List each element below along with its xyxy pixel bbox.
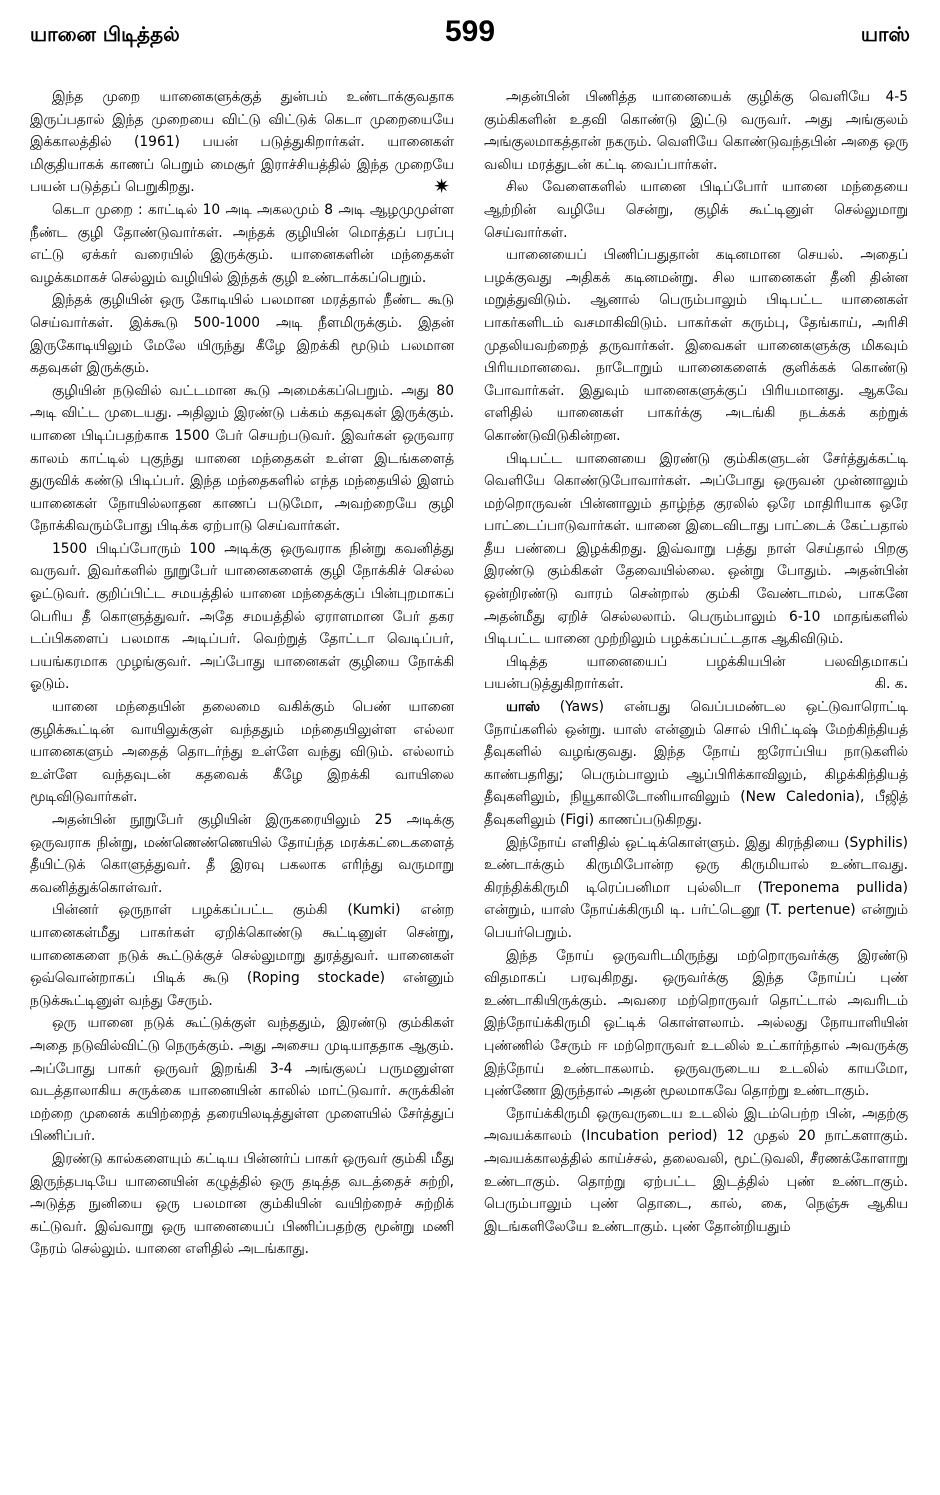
right-column xyxy=(484,86,908,1486)
left-column xyxy=(30,86,454,1486)
paragraph-keda: கெடா முறை : காட்டில் 10 அடி அகலமும் 8 அடி ஆழமுமுள்ள நீண்ட குழி தோண்டுவார்கள். அந்தக் குழியின் மொத்தப் பரப்பு எட்டு ஏக்கர் வரையில் இருக்கும். யானைகளின் மந்தைகள் வழக்கமாகச் செல்லும் வழியில் இந்தக் குழி உண்டாக்கப்பெறும். xyxy=(30,201,454,286)
page-header xyxy=(0,0,940,60)
paragraph: இந்தக் குழியின் ஒரு கோடியில் பலமான மரத்தால் நீண்ட கூடு செய்வார்கள். இக்கூடு 500-1000 அடி நீளமிருக்கும். இதன் இருகோடியிலும் மேலே யிருந்து கீழே இறக்கி மூடும் பலமான கதவுகள் இருக்கும். xyxy=(30,292,454,377)
paragraph: இந்நோய் எளிதில் ஒட்டிக்கொள்ளும். இது கிரந்தியை (Syphilis) உண்டாக்கும் கிருமிபோன்ற ஒரு கிருமியால் உண்டாவது. கிரந்திக்கிருமி டிரெப்பனிமா புல்லிடா (Treponema pullida) என்றும், யாஸ் நோய்க்கிருமி டி. பர்ட்டெனூ (T. pertenue) என்றும் பெயர்பெறும். xyxy=(484,834,908,941)
paragraph: குழியின் நடுவில் வட்டமான கூடு அமைக்கப்பெறும். அது 80 அடி விட்ட முடையது. அதிலும் இரண்டு பக்கம் கதவுகள் இருக்கும். யானை பிடிப்பதற்காக 1500 பேர் செயற்படுவர். இவர்கள் ஒருவார காலம் காட்டில் புகுந்து யானை மந்தைகள் உள்ள இடங்களைத் துருவிக் கண்டு பிடிப்பர். இந்த மந்தைகளில் எந்த மந்தையில் இளம் யானைகள் நோயில்லாதன காணப் படுமோ, அவற்றையே குழி நோக்கிவரும்போது பிடிக்க ஏற்பாடு செய்வார்கள். xyxy=(30,382,454,535)
paragraph: ஒரு யானை நடுக் கூட்டுக்குள் வந்ததும், இரண்டு கும்கிகள் அதை நடுவில்விட்டு நெருக்கும். அது அசைய முடியாததாக ஆகும். அப்போது பாகர் ஒருவர் இறங்கி 3-4 அங்குலப் பருமனுள்ள வடத்தாலாகிய சுருக்கை யானையின் காலில் மாட்டுவார். சுருக்கின் மற்றை முனைக் கயிற்றைத் தரையிலடித்துள்ள முளையில் சேர்த்துப் பிணிப்பர். xyxy=(30,1015,454,1145)
paragraph: யானையைப் பிணிப்பதுதான் கடினமான செயல். அதைப் பழக்குவது அதிகக் கடினமன்று. சில யானைகள் தீனி தின்ன மறுத்துவிடும். ஆனால் பெரும்பாலும் பிடிபட்ட யானைகள் பாகர்களிடம் வசமாகிவிடும். பாகர்கள் கரும்பு, தேங்காய், அரிசி முதலியவற்றைத் தருவார்கள். இவைகள் யானைகளுக்கு மிகவும் பிரியமானவை. நாடோறும் யானைகளைக் குளிக்கக் கொண்டு போவார்கள். இதுவும் யானைகளுக்குப் பிரியமானது. ஆகவே எளிதில் யானைகள் பாகர்க்கு அடங்கி நடக்கக் கற்றுக் கொண்டுவிடுகின்றன. xyxy=(484,247,908,444)
paragraph: நோய்க்கிருமி ஒருவருடைய உடலில் இடம்பெற்ற பின், அதற்கு அவயக்காலம் (Incubation period) 12 முதல் 20 நாட்களாகும். அவயக்காலத்தில் காய்ச்சல், தலைவலி, மூட்டுவலி, சீரணக்கோளாறு உண்டாகும். தொற்று ஏற்பட்ட இடத்தில் புண் உண்டாகும். பெரும்பாலும் புண் தொடை, கால், கை, நெஞ்சு ஆகிய இடங்களிலேயே உண்டாகும். புண் தோன்றியதும் xyxy=(484,1105,908,1235)
paragraph: பிடிபட்ட யானையை இரண்டு கும்கிகளுடன் சேர்த்துக்கட்டி வெளியே கொண்டுபோவார்கள். அப்போது ஒருவன் முன்னாலும் மற்றொருவன் பின்னாலும் தாழ்ந்த குரலில் ஒரே மாதிரியாக ஒரே பாட்டைப்பாடுவார்கள். யானை இடைவிடாது பாட்டைக் கேட்பதால் தீய பண்பை இழக்கிறது. இவ்வாறு பத்து நாள் செய்தால் பிறகு இரண்டு கும்கிகள் தேவையில்லை. ஒன்று போதும். அதன்பின் ஒன்றிரண்டு வாரம் சென்றால் கும்கி வேண்டாமல், பாகனே அதன்மீது ஏறிச் செல்லலாம். பெரும்பாலும் 6-10 மாதங்களில் பிடிபட்ட யானை முற்றிலும் பழக்கப்பட்டதாக ஆகிவிடும். xyxy=(484,450,908,648)
paragraph: யானை மந்தையின் தலைமை வகிக்கும் பெண் யானை குழிக்கூட்டின் வாயிலுக்குள் வந்ததும் மந்தையிலுள்ள எல்லா யானைகளும் அதைத் தொடர்ந்து உள்ளே வந்து விடும். எல்லாம் உள்ளே வந்தவுடன் கதவைக் கீழே இறக்கி வாயிலை மூடிவிடுவார்கள். xyxy=(30,699,454,806)
paragraph-yaws-entry: யாஸ் (Yaws) என்பது வெப்பமண்டல ஒட்டுவாரொட்டி நோய்களில் ஒன்று. யாஸ் என்னும் சொல் பிரிட்டிஷ் மேற்கிந்தியத் தீவுகளில் வழங்குவது. இந்த நோய் ஐரோப்பிய நாடுகளில் காண்பதரிது; பெரும்பாலும் ஆப்பிரிக்காவிலும், கிழக்கிந்தியத் தீவுகளிலும், நியூகாலிடோனியாவிலும் (New Caledonia), பீஜித் தீவுகளிலும் (Figi) காணப்படுகிறது. xyxy=(484,699,908,828)
running-head-left: யானை பிடித்தல் xyxy=(30,22,180,46)
paragraph-closing: பிடித்த யானையைப் பழக்கியபின் பலவிதமாகப் பயன்படுத்துகிறார்கள். கி. க. xyxy=(484,651,908,696)
paragraph: இந்த நோய் ஒருவரிடமிருந்து மற்றொருவர்க்கு இரண்டு விதமாகப் பரவுகிறது. ஒருவர்க்கு இந்த நோய்ப் புண் உண்டாகியிருக்கும். அவரை மற்றொருவர் தொட்டால் அவரிடம் இந்நோய்க்கிருமி ஒட்டிக் கொள்ளலாம். அல்லது நோயாளியின் புண்ணில் சேரும் ஈ மற்றொருவர் உடலில் உட்கார்ந்தால் அவருக்கு இந்நோய் உண்டாகலாம். ஒருவருடைய உடலில் காயமோ, புண்ணோ இருந்தால் அதன் மூலமாகவே தொற்று உண்டாகும். xyxy=(484,947,908,1100)
paragraph-intro: இந்த முறை யானைகளுக்குத் துன்பம் உண்டாக்குவதாக இருப்பதால் இந்த முறையை விட்டு விட்டுக் கெடா முறையையே இக்காலத்தில் (1961) பயன் படுத்துகிறார்கள். யானைகள் மிகுதியாகக் காணப் பெறும் மைசூர் இராச்சியத்தில் இந்த முறையே பயன் படுத்தப் பெறுகிறது. ✷ xyxy=(30,89,454,199)
author-signature: கி. க. xyxy=(874,676,908,693)
section-end-icon: ✷ xyxy=(433,174,450,199)
paragraph: அதன்பின் நூறுபேர் குழியின் இருகரையிலும் 25 அடிக்கு ஒருவராக நின்று, மண்ணெண்ணெயில் தோய்ந்த மரக்கட்டைகளைத் தீயிட்டுக் கொளுத்துவர். தீ இரவு பகலாக எரிந்து வருமாறு கவனித்துக்கொள்வர். xyxy=(30,812,454,896)
paragraph: பின்னர் ஒருநாள் பழக்கப்பட்ட கும்கி (Kumki) என்ற யானைகள்மீது பாகர்கள் ஏறிக்கொண்டு கூட்டினுள் சென்று, யானைகளை நடுக் கூட்டுக்குச் செல்லுமாறு துரத்துவர். யானைகள் ஒவ்வொன்றாகப் பிடிக் கூடு (Roping stockade) என்னும் நடுக்கூட்டினுள் வந்து சேரும். xyxy=(30,902,454,1009)
page-number: 599 xyxy=(444,15,496,48)
entry-head-word: யாஸ் xyxy=(506,699,540,716)
paragraph: 1500 பிடிப்போரும் 100 அடிக்கு ஒருவராக நின்று கவனித்து வருவர். இவர்களில் நூறுபேர் யானைகளைக் குழி நோக்கிச் செல்ல ஓட்டுவர். குறிப்பிட்ட சமயத்தில் யானை மந்தைக்குப் பின்புறமாகப் பெரிய தீ கொளுத்துவர். அதே சமயத்தில் ஏராளமான பேர் தகர டப்பிகளைப் பலமாக அடிப்பர். வெற்றுத் தோட்டா வெடிப்பர், பயங்கரமாக முழங்குவர். அப்போது யானைகள் குழியை நோக்கி ஓடும். xyxy=(30,540,454,693)
paragraph: இரண்டு கால்களையும் கட்டிய பின்னர்ப் பாகர் ஒருவர் கும்கி மீது இருந்தபடியே யானையின் கழுத்தில் ஒரு தடித்த வடத்தைச் சுற்றி, அடுத்த நுனியை ஒரு பலமான கும்கியின் வயிற்றைச் சுற்றிக் கட்டுவர். இவ்வாறு ஒரு யானையைப் பிணிப்பதற்கு மூன்று மணி நேரம் செல்லும். யானை எளிதில் அடங்காது. xyxy=(30,1150,454,1258)
paragraph: அதன்பின் பிணித்த யானையைக் குழிக்கு வெளியே 4-5 கும்கிகளின் உதவி கொண்டு இட்டு வருவர். அது அங்குலம் அங்குலமாகத்தான் நகரும். வெளியே கொண்டுவந்தபின் அதை ஒரு வலிய மரத்துடன் கட்டி வைப்பார்கள். xyxy=(484,89,908,173)
paragraph: சில வேளைகளில் யானை பிடிப்போர் யானை மந்தையை ஆற்றின் வழியே சென்று, குழிக் கூட்டினுள் செல்லுமாறு செய்வார்கள். xyxy=(484,179,908,241)
running-head-right: யாஸ் xyxy=(860,22,910,46)
